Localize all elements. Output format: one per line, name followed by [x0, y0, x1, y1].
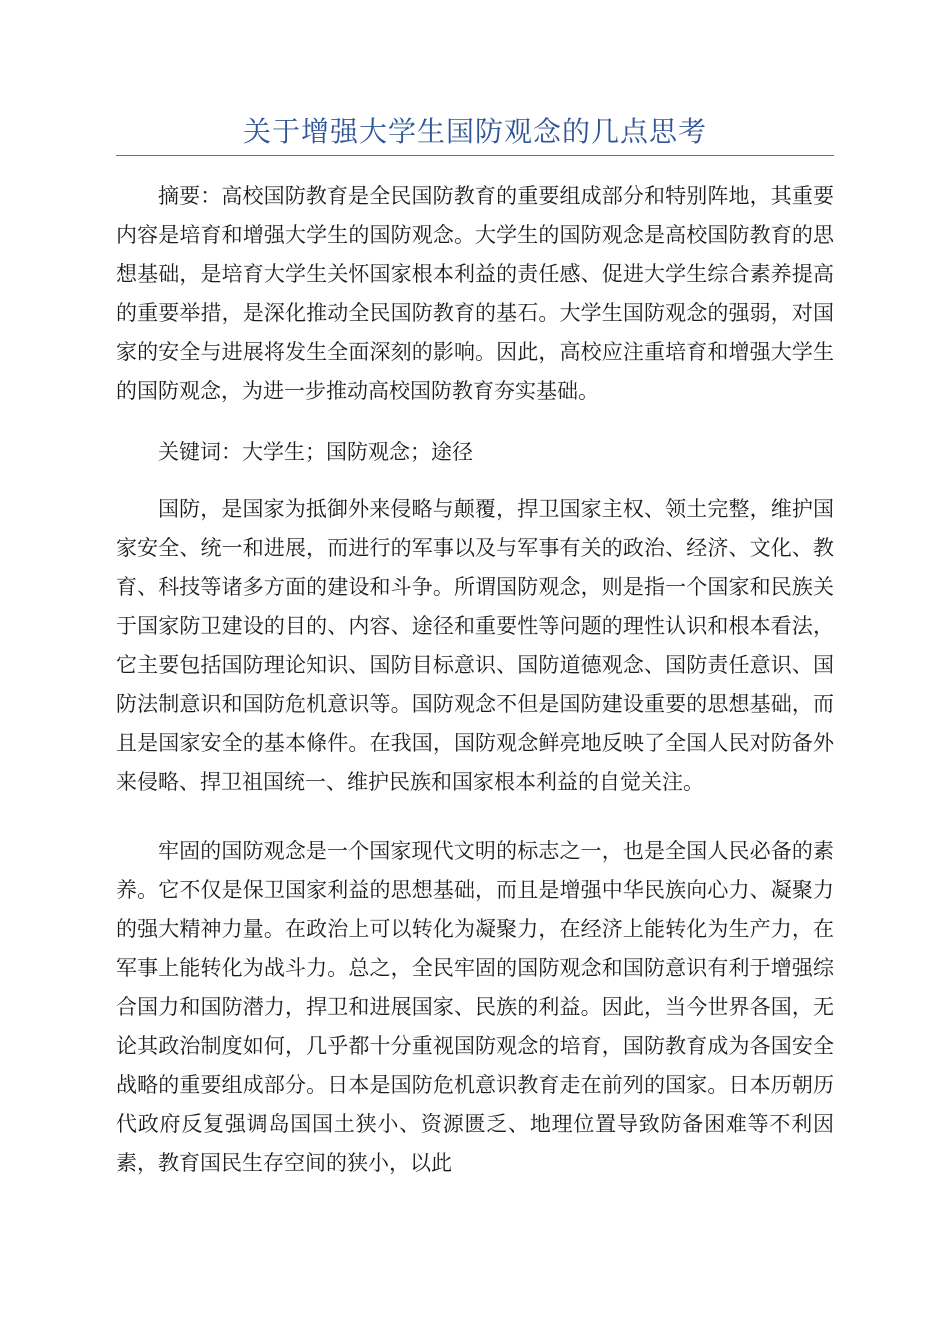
- body-paragraph: 国防，是国家为抵御外来侵略与颠覆，捍卫国家主权、领土完整，维护国家安全、统一和进展，而进行的军事以及与军事有关的政治、经济、文化、教育、科技等诸多方面的建设和斗争。所谓国防观念，则是指一个国家和民族关于国家防卫建设的目的、内容、途径和重要性等问题的理性认识和根本看法，它主要包括国防理论知识、国防目标意识、国防道德观念、国防责任意识、国防法制意识和国防危机意识等。国防观念不但是国防建设重要的思想基础，而且是国家安全的基本條件。在我国，国防观念鲜亮地反映了全国人民对防备外来侵略、捍卫祖国统一、维护民族和国家根本利益的自觉关注。: [116, 497, 834, 794]
- body-paragraph: 牢固的国防观念是一个国家现代文明的标志之一，也是全国人民必备的素养。它不仅是保卫国家利益的思想基础，而且是增强中华民族向心力、凝聚力的强大精神力量。在政治上可以转化为凝聚力，在经济上能转化为生产力，在军事上能转化为战斗力。总之，全民牢固的国防观念和国防意识有利于增强综合国力和国防潜力，捍卫和进展国家、民族的利益。因此，当今世界各国，无论其政治制度如何，几乎都十分重视国防观念的培育，国防教育成为各国安全战略的重要组成部分。日本是国防危机意识教育走在前列的国家。日本历朝历代政府反复强调岛国国土狭小、资源匮乏、地理位置导致防备困难等不利因素，教育国民生存空间的狭小，以此: [116, 839, 834, 1175]
- title-underline: [116, 155, 834, 156]
- document-body: [116, 177, 834, 1205]
- keywords-paragraph: 关键词：大学生；国防观念；途径: [158, 440, 473, 464]
- abstract-paragraph: 摘要：高校国防教育是全民国防教育的重要组成部分和特别阵地，其重要内容是培育和增强大学生的国防观念。大学生的国防观念是高校国防教育的思想基础，是培育大学生关怀国家根本利益的责任感、促进大学生综合素养提高的重要举措，是深化推动全民国防教育的基石。大学生国防观念的强弱，对国家的安全与进展将发生全面深刻的影响。因此，高校应注重培育和增强大学生的国防观念，为进一步推动高校国防教育夯实基础。: [116, 184, 834, 403]
- document-title: 关于增强大学生国防观念的几点思考: [242, 115, 707, 148]
